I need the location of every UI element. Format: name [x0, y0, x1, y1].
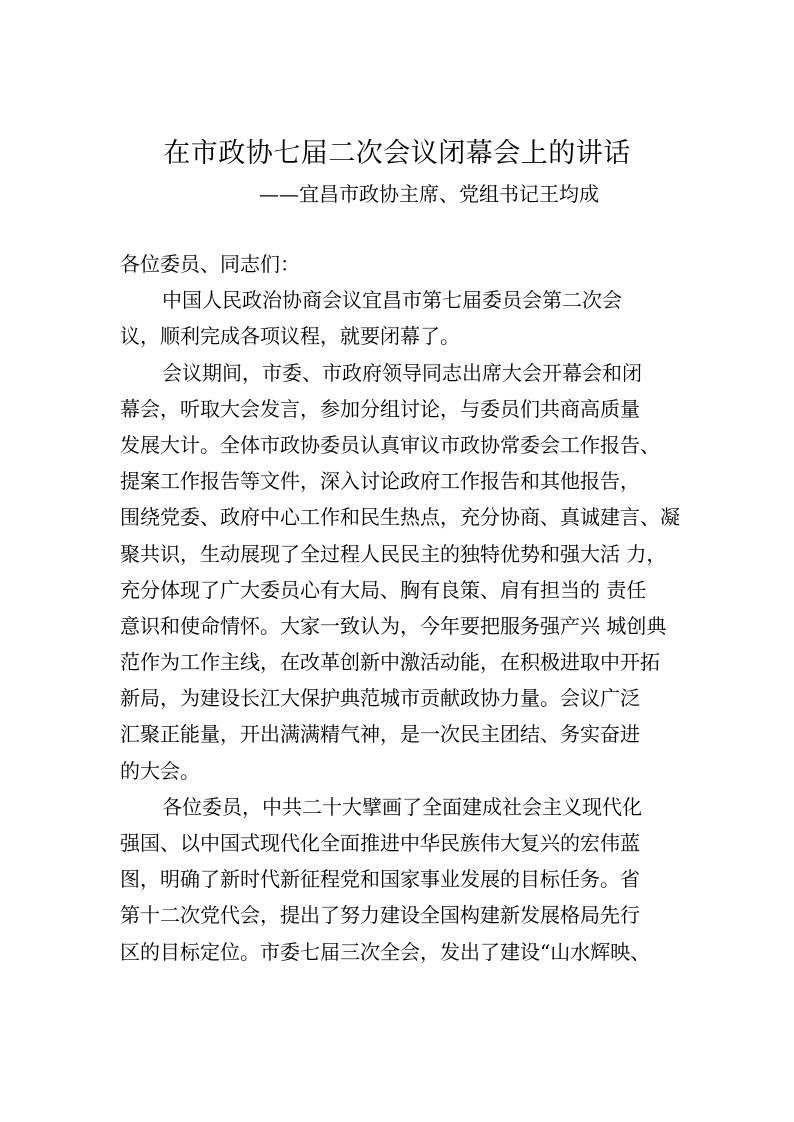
body-line: 第十二次党代会，提出了努力建设全国构建新发展格局先行 [120, 903, 640, 928]
body-line: 图，明确了新时代新征程党和国家事业发展的目标任务。省 [120, 867, 640, 892]
document-subtitle: ——宜昌市政协主席、党组书记王均成 [259, 182, 599, 206]
body-line: 各位委员，中共二十大擘画了全面建成社会主义现代化 [162, 794, 642, 819]
body-line: 意识和使命情怀。大家一致认为，今年要把服务强产兴 城创典 [120, 613, 667, 638]
body-line: 中国人民政治协商会议宜昌市第七届委员会第二次会 [162, 288, 622, 313]
body-line: 区的目标定位。市委七届三次全会，发出了建设“山水辉映、 [120, 939, 651, 964]
body-line: 的大会。 [120, 758, 200, 783]
body-line: 汇聚正能量，开出满满精气神，是一次民主团结、务实奋进 [120, 722, 640, 747]
body-line: 各位委员、同志们： [120, 252, 300, 276]
body-line: 发展大计。全体市政协委员认真审议市政协常委会工作报告、 [120, 432, 660, 457]
body-line: 议，顺利完成各项议程，就要闭幕了。 [120, 324, 460, 349]
document-title: 在市政协七届二次会议闭幕会上的讲话 [163, 138, 631, 169]
body-line: 会议期间，市委、市政府领导同志出席大会开幕会和闭 [162, 360, 642, 385]
body-line: 新局，为建设长江大保护典范城市贡献政协力量。会议广泛 [120, 686, 640, 711]
body-line: 强国、以中国式现代化全面推进中华民族伟大复兴的宏伟蓝 [120, 831, 640, 855]
body-line: 聚共识，生动展现了全过程人民民主的独特优势和强大活 力， [120, 541, 667, 566]
body-line: 范作为工作主线，在改革创新中激活动能，在积极进取中开拓 [120, 650, 660, 675]
body-line: 围绕党委、政府中心工作和民生热点，充分协商、真诚建言、凝 [120, 505, 680, 530]
body-line: 幕会，听取大会发言，参加分组讨论，与委员们共商高质量 [120, 396, 640, 421]
document-body [120, 246, 690, 970]
body-line: 提案工作报告等文件，深入讨论政府工作报告和其他报告， [120, 469, 640, 494]
body-line: 充分体现了广大委员心有大局、胸有良策、肩有担当的 责任 [120, 577, 647, 602]
